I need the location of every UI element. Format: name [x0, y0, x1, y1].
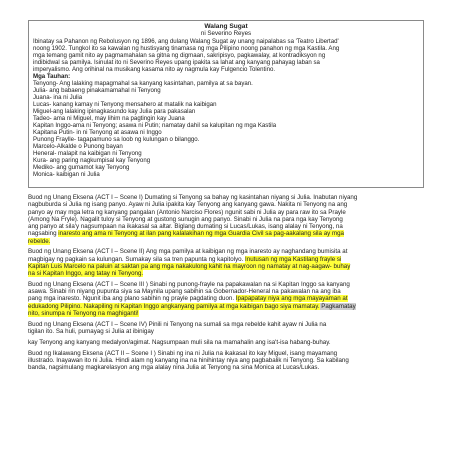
- scene-paragraph: [28, 194, 426, 245]
- paragraph-line: [28, 303, 426, 310]
- highlighted-text: edukadong Pilipino. Nakapiling ni Kapitan Inggo angkanyang pamilya at mga kaibigan bago siya mamatay.: [28, 302, 320, 310]
- intro-line: noong 1902. Tungkol ito sa kawalan ng hustisyang tinamasa ng mga Pilipino noong panahon ng mga Kastila. Ang: [33, 44, 340, 52]
- paragraph-line: [28, 194, 426, 201]
- paragraph-line: [28, 310, 426, 317]
- paragraph-line: [28, 248, 426, 255]
- character-item: Kapitan Inggo-ama ni Tenyong; asawa ni Putin; namatay dahil sa kalupitan ng mga Kastila: [33, 121, 277, 129]
- intro-text: [33, 38, 419, 73]
- text-segment: tigilan ito. Sa huli, pumayag si Julia at ibinigay: [28, 328, 154, 336]
- text-segment: kay Tenyong ang kanyang medalyon/agimat. Nagsumpaan muli sila na mamahalin ang isa't-isa habang-buhay.: [28, 338, 331, 346]
- text-segment: magbigay ng pagkain sa kulungan. Sumakay sila sa tren papunta ng kapitolyo.: [28, 255, 246, 263]
- characters-heading: Mga Tauhan:: [33, 72, 71, 80]
- paragraph-line: [28, 209, 426, 216]
- paragraph-line: [28, 364, 426, 371]
- text-segment: banda, nagsimulang magkarelasyon ang mga alalay nina Julia at Tenyong na sina Monica at Lucas/Lukas.: [28, 364, 320, 372]
- paragraph-line: [28, 263, 426, 270]
- scene-paragraph: [28, 281, 426, 317]
- text-segment: (Among Na Fryle). Nagalit tuloy si Tenyong at gustong sunugin ang panyo. Sinabi ni Julia na para nga kay Tenyong: [28, 215, 343, 223]
- scene-summaries: [28, 194, 426, 375]
- grey-highlighted-text: Pagkamatay: [319, 302, 356, 310]
- paragraph-line: [28, 295, 426, 302]
- paragraph-line: [28, 288, 426, 295]
- intro-line: imperyalismo. Ang orihinal na musikang kasama nito ay nagmula kay Fulgencio Tolentino.: [33, 65, 276, 73]
- character-item: Mediko- ang gumamot kay Tenyong: [33, 163, 130, 171]
- character-item: Punong Fraylle- tagapamuno sa loob ng kulungan o bilanggo.: [33, 135, 200, 143]
- text-segment: ang panyo at sila'y nagsumpaan na ikakasal sa altar. Biglang dumating si Lucas/Lukas, isang alalay ni Tenyong, na: [28, 223, 343, 230]
- character-item: Miguel-ang lalaking ipinagkasundo kay Julia para pakasalan: [33, 107, 196, 115]
- paragraph-line: [28, 238, 426, 245]
- character-item: Julia- ang babaeng pinakamamahal ni Tenyong: [33, 86, 161, 94]
- paragraph-line: [28, 223, 426, 230]
- highlighted-text: Kapitan Luis Marcelo na paluin at saktan pa ang mga nakakulong kahit na mayroon ng namatay at nag-aagaw- buhay: [28, 262, 351, 270]
- summary-box: [28, 20, 424, 188]
- text-segment: panyo ay may mga letra ng kanyang pangalan (Antonio Narciso Flores) ngunit sabi ni Julia ay para raw ito sa Prayle: [28, 208, 346, 216]
- text-segment: nagsabing: [28, 230, 59, 238]
- paragraph-line: [28, 321, 426, 328]
- scene-paragraph: [28, 248, 426, 277]
- text-segment: illustrado. Inayawan ito ni Julia. Hindi alam ng kanyang ina na hinihintay niya ang pagbabalik ni Tenyong. Sa kabilang: [28, 356, 349, 364]
- paragraph-line: [28, 270, 426, 277]
- text-segment: pang mga inaresto. Ngunit iba ang plano sabihin ng prayle pagdating duon.: [28, 295, 236, 303]
- text-segment: Buod ng Unang Eksena (ACT I – Scene IV) Pinili ni Tenyong na sumali sa mga rebelde kahit ayaw ni Julia na: [28, 320, 327, 328]
- scene-paragraph: [28, 321, 426, 336]
- paragraph-line: [28, 350, 426, 357]
- text-segment: Buod ng Unang Eksena (ACT I – Scene II) Ang mga pamilya at kaibigan ng mga inaresto ay naghandang bumisita at: [28, 248, 348, 256]
- document-author: ni Severino Reyes: [200, 30, 252, 38]
- character-item: Kapitana Putin- in ni Tenyong at asawa ni Inggo: [33, 128, 162, 136]
- character-item: Lucas- kanang kamay ni Tenyong mensahero at matalik na kaibigan: [33, 100, 217, 108]
- highlighted-text: nito, sinumpa ni Tenyong na maghiganti!: [28, 309, 139, 317]
- intro-line: mga temang gamit nito ay pagmamahalan sa gitna ng digmaan, sakripisyo, pagkawalay, at kontradiksyon ng: [33, 51, 326, 59]
- character-item: Juana- ina ni Julia: [33, 93, 83, 101]
- text-segment: Buod ng Unang Eksena (ACT I – Scene I) Dumating si Tenyong sa bahay ng kasintahan niyang si Julia. Inabutan niyang: [28, 194, 358, 201]
- characters-list: [33, 80, 419, 178]
- character-item: Monica- kaibigan ni Julia: [33, 170, 100, 178]
- text-segment: Buod ng Unang Eksena (ACT I – Scene III ) Sinabi ng punong-frayle na papakawalan na si Kapitan Inggo sa kanyang: [28, 280, 350, 288]
- character-item: Tadeo- ama ni Miguel, may lihim na pagtingin kay Juana: [33, 114, 185, 122]
- document-title: Walang Sugat: [204, 23, 248, 30]
- paragraph-line: [28, 339, 426, 346]
- paragraph-line: [28, 256, 426, 263]
- highlighted-text: na si Kapitan Inggo, ang tatay ni Tenyong.: [28, 270, 144, 278]
- paragraph-line: [28, 230, 426, 237]
- scene-paragraph: [28, 339, 426, 346]
- scene-paragraph: [28, 350, 426, 372]
- character-item: Kura- ang paring nagkumpisal kay Tenyong: [33, 156, 151, 164]
- highlighted-text: rebelde.: [28, 237, 51, 245]
- paragraph-line: [28, 216, 426, 223]
- text-segment: nagbuburda si Julia ng isang panyo. Ayaw ni Julia ipakita kay Tenyong ang kanyang gawa. Nakita ni Tenyong na ang: [28, 201, 348, 209]
- paragraph-line: [28, 328, 426, 335]
- intro-line: Ibinatay sa Pahanon ng Rebolusyon ng 1896, ang dulang Walang Sugat ay unang naipalabas sa 'Teatro Libertad': [33, 37, 339, 45]
- highlighted-text: inaresto ang ama ni Tenyong at ilan pang kalalakihan ng mga Guardia Civil sa pag-aakalang sila ay mga: [58, 230, 344, 238]
- text-segment: Buod ng Ikalawang Eksena (ACT II – Scene I ) Sinabi ng ina ni Julia na ikakasal ito kay Miguel, isang mayamang: [28, 349, 338, 357]
- character-item: Tenyong- Ang lalaking mapagmahal sa kanyang kasintahan, pamilya at sa bayan.: [33, 79, 253, 87]
- character-item: Heneral- malapit na kaibigan ni Tenyong: [33, 149, 142, 157]
- character-item: Marcelo-Alkalde o Punong bayan: [33, 142, 123, 150]
- highlighted-text: Ipapapatay niya ang mga mayayaman at: [235, 295, 348, 303]
- highlighted-text: Inutusan ng mga Kastilang frayle si: [245, 255, 342, 263]
- text-segment: asawa. Sinabi rin niyang pupunta siya sa Maynila upang sabihin sa Gobernador-Heneral na pakawalan na ang iba: [28, 288, 341, 296]
- paragraph-line: [28, 357, 426, 364]
- paragraph-line: [28, 281, 426, 288]
- paragraph-line: [28, 201, 426, 208]
- intro-line: indibidwal sa pamilya. Isinulat ito ni Severino Reyes upang ipakita sa lahat ang kanyang pahayag laban sa: [33, 58, 320, 66]
